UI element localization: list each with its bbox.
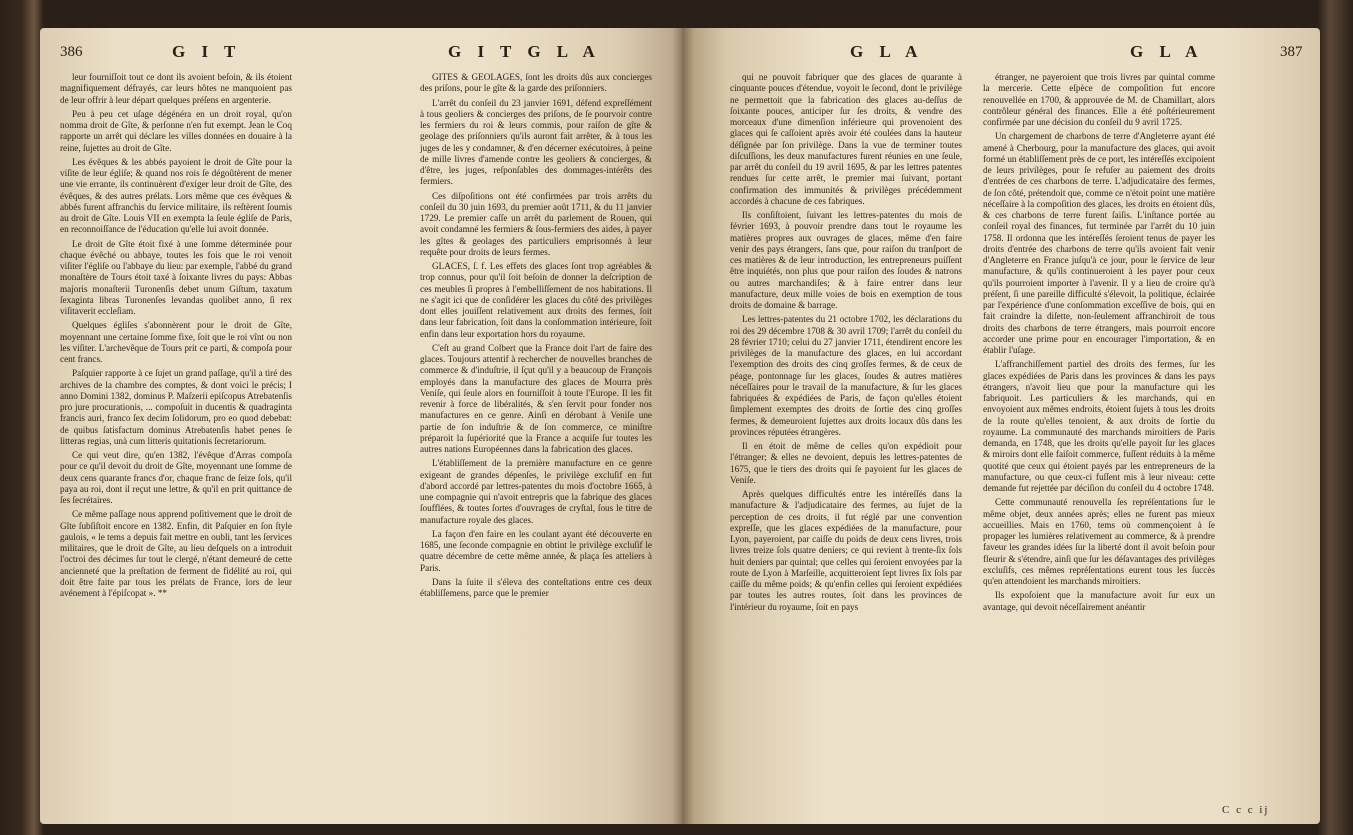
signature-mark: C c c ij (1222, 804, 1270, 816)
right-page-header (700, 44, 1320, 68)
paragraph: Ces diſpoſitions ont été confirmées par trois arrêts du conſeil du 30 juin 1693, du premier août 1711, & du 11 janvier 1729. Le premier caſſe un arrêt du parlement de Rouen, qui avoit condamné les fermiers & ſous-fermiers des aides, à payer les gîtes & geolages des particuliers emprisonnés à leur requête pour droits de leurs fermes. (420, 190, 652, 257)
paragraph: qui ne pouvoit fabriquer que des glaces de quarante à cinquante pouces d'étendue, voyoit le ſecond, dont le privilège ne permettoit que la fabrication des glaces au-deſſus de ſoixante pouces, anticiper ſur ſes droits, & vendre des morceaux d'une dimenſion inférieure qui provenoient des glaces qui ſe caſſoient après avoir été coulées dans la hauteur déſignée par ſon privilège. Dans la vue de terminer toutes diſcuſſions, les deux manufactures furent réunies en une ſeule, par arrêt du conſeil du 19 avril 1695, & par les lettres patentes rendues ſur cette arrêt, le premier mai ſuivant, portant confirmation des immunités & privilèges précédemment accordés à chacune de ces fabriques. (730, 72, 962, 206)
paragraph: C'eſt au grand Colbert que la France doit l'art de faire des glaces. Toujours attentif à rechercher de nouvelles branches de commerce & d'induſtrie, il ſçut qu'il y a beaucoup de François employés dans la manufacture des glaces de Mourra près Veniſe, qui ſeule alors en fourniſſoit à toute l'Europe. Il les fit revenir à force de libéralités, & s'en ſervit pour fonder nos manufactures en ce genre. Ainſi en dérobant à Veniſe une partie de ſon induſtrie & de ſon commerce, ce miniſtre préparoit la ſupériorité que la France a acquiſe ſur toutes les autres nations Européennes dans la fabrication des glaces. (420, 342, 652, 454)
paragraph: Le droit de Gîte étoit fixé à une ſomme déterminée pour chaque évêché ou abbaye, toutes les fois que le roi venoit viſiter l'égliſe ou l'abbaye du lieu: par exemple, l'abbé du grand monaſtère de Tours étoit taxé à ſoixante livres du pays: Abbas majoris monaſterii Turonenſis debet unum Giſtum, taxatum ſexaginta libras Turonenſes levandas quolibet anno, ſi rex viſitaverit eccleſiam. (60, 238, 292, 316)
paragraph: GITES & GEOLAGES, ſont les droits dûs aux concierges des priſons, pour le gîte & la garde des priſonniers. (420, 72, 652, 94)
paragraph: Quelques égliſes s'abonnèrent pour le droit de Gîte, moyennant une certaine ſomme fixe, ſoit que le roi vînt ou non les viſiter. L'archevêque de Tours prit ce parti, & compoſa pour cent francs. (60, 320, 292, 364)
paragraph: Un chargement de charbons de terre d'Angleterre ayant été amené à Cherbourg, pour la manufacture des glaces, qui avoit formé un établiſſement près de ce port, les intéreſſés excipoient de leurs privilèges, pour ſe refuſer au paiement des droits d'entrées de ces charbons de terre. L'adjudicataire des fermes, de ſon côté, prétendoit que, comme ce n'étoit point une matière néceſſaire à la compoſition des glaces, les droits en étoient dûs, & ces charbons de terre furent ſaiſis. L'inſtance portée au conſeil royal des finances, fut terminée par l'arrêt du 10 juin 1758. Il ordonna que les intéreſſés ſeroient tenus de payer les droits d'entrée des charbons de terre qu'ils avoient fait venir d'Angleterre en France juſqu'à ce jour, pour le ſervice de leur manufacture, & qu'ils continueroient à les payer pour ceux qu'ils pourroient importer à l'avenir. Il y a lieu de croire qu'à préſent, ſi une pareille difficulté s'élevoit, la politique, éclairée par l'expérience d'une conſommation exceſſive de bois, qui en fait craindre la diſette, non-ſeulement affranchiroit de tous droits des charbons de terre étrangers, mais pourroit encore accorder une prime pour en encourager l'importation, & en établir l'uſage. (983, 131, 1215, 355)
paragraph: L'établiſſement de la première manufacture en ce genre exigeant de grandes dépenſes, le privilège excluſif en fut d'abord accordé par lettres-patentes du mois d'octobre 1665, à une compagnie qui n'avoit entrepris que la fabrique des glaces ſoufflées, & toutes ſortes d'ouvrages de cryſtal, ſous le titre de manufacture royale des glaces. (420, 458, 652, 525)
paragraph: Paſquier rapporte à ce ſujet un grand paſſage, qu'il a tiré des archives de la chambre des comptes, & dont voici le précis; I anno Domini 1382, dominus P. Maſzerii epiſcopus Atrebatenſis pro jure procurationis, ... compoſuit in ducentis & quadraginta francis auri, franco ſex decim ſolidorum, pro eo quod debebat: de quibus ſatisfactum dominus Atrebatenſis habet penes ſe litteras regias, unà cum litteris quitationis ſecretariorum. (60, 368, 292, 446)
page-number-right: 387 (1280, 44, 1303, 60)
paragraph: L'arrêt du conſeil du 23 janvier 1691, défend expreſſément à tous geoliers & concierges des priſons, de ſe pourvoir contre les fermiers du roi & leurs commis, pour raiſon de gîte & geolage des priſonniers qu'ils auront fait arrêter, & à tous les juges de les y condamner, & d'en décerner exécutoires, à peine de mille livres d'amende contre les geoliers & concierges, & d'être, les juges, reſponſables des dommages-intérêts des fermiers. (420, 97, 652, 187)
left-page-column-1 (60, 72, 292, 602)
page-number-left: 386 (60, 44, 83, 60)
paragraph: Cette communauté renouvella ſes repréſentations ſur le même objet, deux années après; elles ne furent pas mieux accueillies. Mais en 1760, tems où commençoient à ſe propager les lumières relativement au commerce, & à prendre faveur les grandes idées ſur la liberté dont il avoit beſoin pour fleurir & s'étendre, ainſi que ſur les déſavantages des privilèges excluſifs, ces mêmes repréſentations eurent tous les ſuccès qu'en attendoient les marchands miroitiers. (983, 497, 1215, 586)
paragraph: Peu à peu cet uſage dégénéra en un droit royal, qu'on nomma droit de Gîte, & perſonne n'en fut exempt. Jean le Coq rapporte un arrêt qui déclare les villes données en douaire à la reine, ſujettes au droit de Gîte. (60, 108, 292, 153)
left-page-header (60, 44, 660, 68)
paragraph: leur fourniſſoit tout ce dont ils avoient beſoin, & ils étoient magnifiquement défrayés, car leurs hôtes ne manquoient pas de leur offrir à leur départ quelques préſens en argenterie. (60, 72, 292, 105)
right-page-column-2 (983, 72, 1215, 616)
paragraph: Ils expoſoient que la manufacture avoit ſur eux un avantage, qui devoit néceſſairement anéantir (983, 590, 1215, 612)
paragraph: Les évêques & les abbés payoient le droit de Gîte pour la viſite de leur égliſe; & quand nos rois ſe dégoûtèrent de mener une vie errante, ils continuèrent d'exiger leur droit de Gîte, des évêques, & des autres prélats. Lors même que ces évêques & abbés furent affranchis du ſervice militaire, ils reſtèrent ſoumis au droit de Gîte. Louis VII en exempta la ſeule égliſe de Paris, en reconnoiſſance de l'éducation qu'elle lui avoit donnée. (60, 156, 292, 235)
paragraph: La façon d'en faire en les coulant ayant été découverte en 1685, une ſeconde compagnie en obtint le privilège excluſif le quatre décembre de cette même année, & plaça ſes atteliers à Paris. (420, 528, 652, 573)
running-head-right-2: G L A (1130, 42, 1204, 61)
right-page-column-1 (730, 72, 962, 616)
left-page-column-2 (420, 72, 652, 602)
running-head-left-2: G I T G L A (448, 42, 601, 61)
paragraph: Les lettres-patentes du 21 octobre 1702, les déclarations du roi des 29 décembre 1708 & 30 avril 1709; l'arrêt du conſeil du 28 février 1710; celui du 27 janvier 1711, étendirent encore les privilèges de la manufacture des glaces, en lui accordant l'exemption des droits des cinq groſſes fermes, & de ceux de péage, pontonnage ſur les glaces, ſoudes & autres matières néceſſaires pour le travail de la manufacture, & ſur les glaces fabriquées & expédiées de Paris, de façon qu'elles étoient ſimplement exemptes des droits de ſortie des cinq groſſes fermes, & demeuroient ſujettes aux droits locaux dûs dans les provinces réputées étrangères. (730, 314, 962, 437)
paragraph: étranger, ne payeroient que trois livres par quintal comme la mercerie. Cette eſpèce de compoſition fut encore renouvellée en 1700, & approuvée de M. de Chamillart, alors contrôleur général des finances. Elle a été poſtérieurement confirmée par une décision du conſeil du 9 avril 1725. (983, 72, 1215, 127)
running-head-right-1: G L A (850, 42, 924, 61)
paragraph: GLACES, ſ. f. Les effets des glaces ſont trop agréables & trop connus, pour qu'il ſoit beſoin de donner la deſcription de ces meubles ſi propres à l'embelliſſement de nos habitations. Il ne s'agit ici que de conſidérer les glaces du côté des privilèges dont elles jouiſſent relativement aux droits des fermes, ſoit dans leur fabrication, ſoit dans la conſommation intérieure, ſoit enfin dans leur exportation hors du royaume. (420, 261, 652, 339)
paragraph: Dans la ſuite il s'éleva des conteſtations entre ces deux établiſſemens, parce que le premier (420, 576, 652, 598)
paragraph: Ils conſiſtoient, ſuivant les lettres-patentes du mois de février 1693, à pouvoir prendre dans tout le royaume les matières propres aux ouvrages de glaces, même d'en faire venir des pays étrangers, ſans que, pour raiſon du tranſport de ces matières & de leur introduction, les entrepreneurs puiſſent être inquiétés, non plus que pour raiſon des ſoudes & natrons ou autres marchandiſes; & à faire entrer dans leur manufacture, deux mille voies de bois en exemption de tous droits de domaine & barrage. (730, 210, 962, 310)
paragraph: Après quelques difficultés entre les intéreſſés dans la manufacture & l'adjudicataire des fermes, au ſujet de la perception de ces droits, il fut réglé par une convention expreſſe, que les glaces expédiées de la manufacture, pour Lyon, payeroient, par caiſſe du poids de deux cens livres, trois livres treize ſols quatre deniers; ce qui revient à trente-ſix ſols huit deniers par quintal; que celles qui ſeroient envoyées par la route de Lyon à Marſeille, acquitteroient ſept livres ſix ſols par caiſſe du même poids; & qu'enfin celles qui ſeroient expédiées par toutes les autres routes, ſoit dans les provinces de l'intérieur du royaume, ſoit en pays (730, 489, 962, 612)
paragraph: Ce même paſſage nous apprend poſitivement que le droit de Gîte ſubſiſtoit encore en 1382. Enfin, dit Paſquier en ſon ſtyle gaulois, « le tems a depuis fait mettre en oubli, tant les ſervices militaires, que le droit de Gîte, au lieu deſquels on a introduit l'octroi des décimes ſur tout le clergé, n'étant demeuré de cette ancienneté que la preſtation de ferment de fidélité au roi, qui doit être faite par tous les prélats de France, lors de leur avénement à l'épiſcopat ». ** (60, 509, 292, 598)
paragraph: Il en étoit de même de celles qu'on expédioit pour l'étranger; & elles ne devoient, depuis les lettres-patentes de 1675, que le tiers des droits qui ſe payoient ſur les glaces de Veniſe. (730, 441, 962, 485)
paragraph: Ce qui veut dire, qu'en 1382, l'évêque d'Arras compoſa pour ce qu'il devoit du droit de Gîte, moyennant une ſomme de deux cens quarante francs d'or, chaque franc de ſeize ſols, qu'il paya au roi, dont il reçut une lettre, & qu'il en prit quittance de ſes ſecrétaires. (60, 450, 292, 505)
running-head-left-1: G I T (172, 42, 242, 61)
paragraph: L'affranchiſſement partiel des droits des fermes, ſur les glaces expédiées de Paris dans les provinces & dans les pays étrangers, n'avoit lieu que pour la manufacture qui les fabriquoit. Les particuliers & les marchands, qui en envoyoient aux mêmes endroits, étoient ſujets à tous les droits de la route qu'elles tenoient, & aux droits de ſortie du royaume. La communauté des marchands miroitiers de Paris demanda, en 1748, que les droits qu'elle payoit ſur les glaces & miroirs dont elle faiſoit commerce, fuſſent réduits à la même quotité que ceux qui étoient payés par les entrepreneurs de la manufacture, ou que ceux-ci fuſſent mis à leur niveau: cette demande fut rejettée par déciſion du conſeil du 4 octobre 1748. (983, 359, 1215, 493)
